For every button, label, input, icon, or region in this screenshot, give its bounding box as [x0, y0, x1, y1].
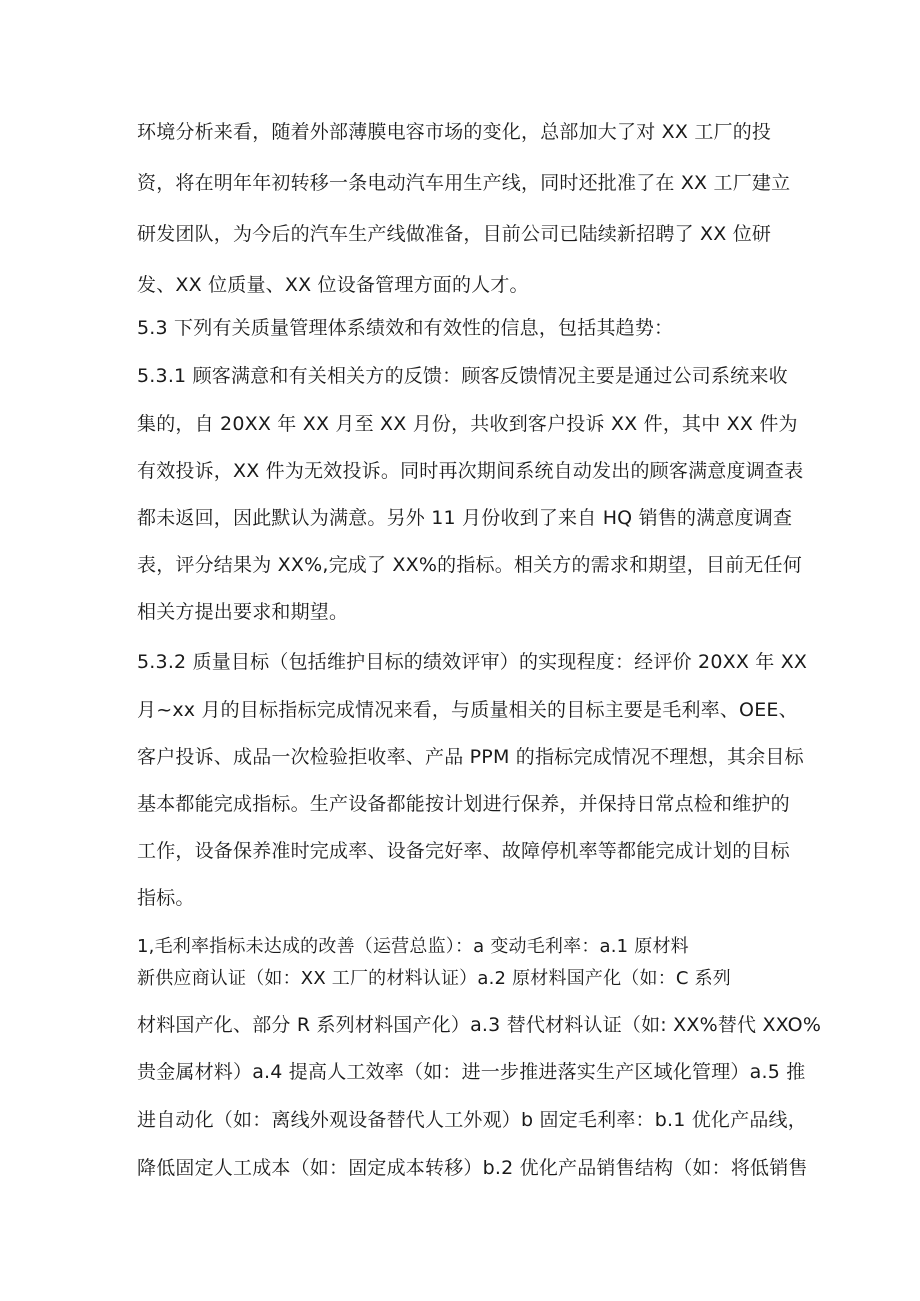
text-line: 5.3.1 顾客满意和有关相关方的反馈：顾客反馈情况主要是通过公司系统来收 — [137, 365, 788, 387]
text-line: 贵金属材料）a.4 提高人工效率（如：进一步推进落实生产区域化管理）a.5 推 — [137, 1061, 806, 1083]
text-line: 降低固定人工成本（如：固定成本转移）b.2 优化产品销售结构（如：将低销售 — [137, 1157, 808, 1179]
text-line: 都未返回，因此默认为满意。另外 11 月份收到了来自 HQ 销售的满意度调查 — [137, 507, 793, 529]
text-line: 1,毛利率指标未达成的改善（运营总监）：a 变动毛利率：a.1 原材料 — [137, 936, 689, 957]
text-line: 相关方提出要求和期望。 — [137, 601, 349, 623]
text-line: 工作，设备保养准时完成率、设备完好率、故障停机率等都能完成计划的目标 — [137, 840, 790, 862]
section-heading: 5.3 下列有关质量管理体系绩效和有效性的信息，包括其趋势： — [137, 317, 674, 339]
text-line: 材料国产化、部分 R 系列材料国产化）a.3 替代材料认证（如: XX%替代 XXO% — [137, 1014, 822, 1036]
text-line: 基本都能完成指标。生产设备都能按计划进行保养，并保持日常点检和维护的 — [137, 793, 790, 815]
text-line: 客户投诉、成品一次检验拒收率、产品 PPM 的指标完成情况不理想，其余目标 — [137, 746, 804, 768]
text-line: 指标。 — [137, 887, 195, 909]
text-line: 表，评分结果为 XX%,完成了 XX%的指标。相关方的需求和期望，目前无任何 — [137, 554, 802, 576]
text-line: 集的，自 20XX 年 XX 月至 XX 月份，共收到客户投诉 XX 件，其中 XX 件为 — [137, 413, 798, 435]
text-line: 有效投诉，XX 件为无效投诉。同时再次期间系统自动发出的顾客满意度调查表 — [137, 460, 804, 482]
text-line: 月~xx 月的目标指标完成情况来看，与质量相关的目标主要是毛利率、OEE、 — [137, 699, 798, 721]
text-line: 资，将在明年年初转移一条电动汽车用生产线，同时还批准了在 XX 工厂建立 — [137, 172, 791, 194]
text-line: 环境分析来看，随着外部薄膜电容市场的变化，总部加大了对 XX 工厂的投 — [137, 121, 772, 143]
text-line: 研发团队，为今后的汽车生产线做准备，目前公司已陆续新招聘了 XX 位研 — [137, 223, 772, 245]
text-line: 5.3.2 质量目标（包括维护目标的绩效评审）的实现程度：经评价 20XX 年 XX — [137, 651, 808, 673]
text-line: 进自动化（如：离线外观设备替代人工外观）b 固定毛利率：b.1 优化产品线， — [137, 1109, 807, 1131]
text-line: 新供应商认证（如：XX 工厂的材料认证）a.2 原材料国产化（如：C 系列 — [137, 968, 731, 989]
text-line: 发、XX 位质量、XX 位设备管理方面的人才。 — [137, 274, 529, 296]
